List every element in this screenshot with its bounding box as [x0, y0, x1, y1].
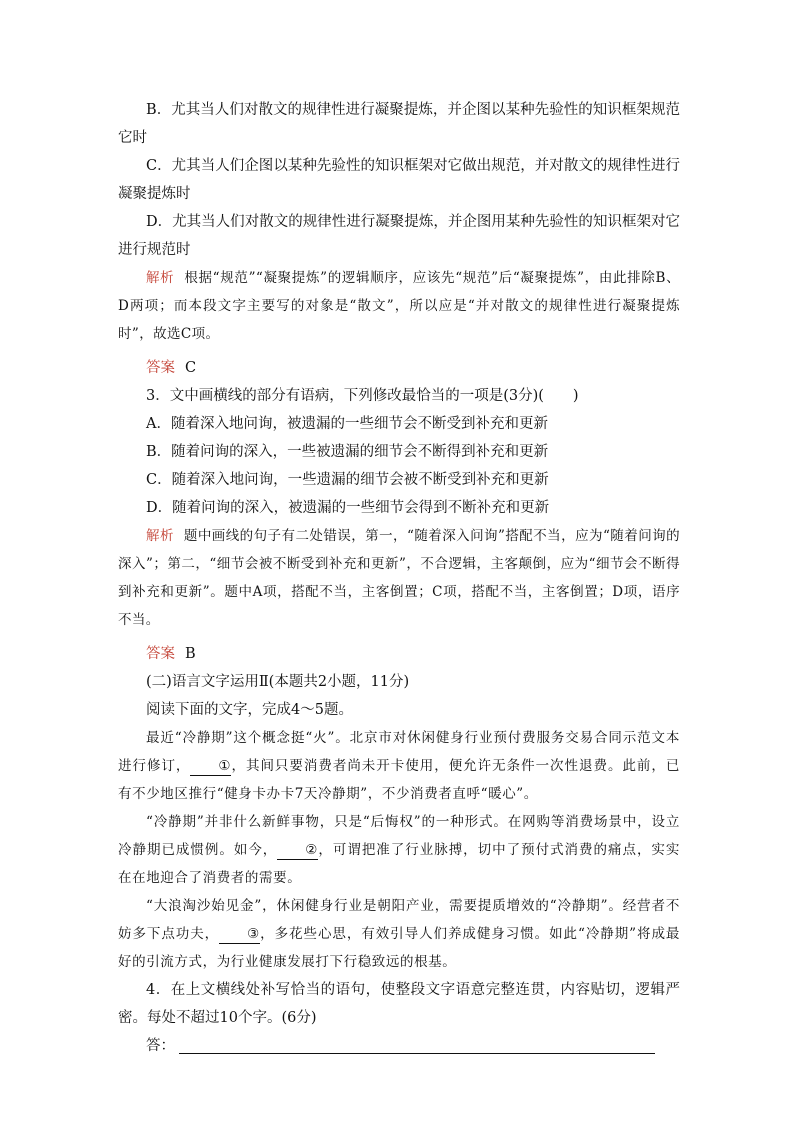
analysis-text: 根据“规范”“凝聚提炼”的逻辑顺序，应该先“规范”后“凝聚提炼”，由此排除B、D两项；而本段文字主要写的对象是“散文”，所以应是“并对散文的规律性进行凝聚提炼时”，故选C项。: [118, 270, 680, 342]
para-text: “大浪淘沙始见金”，休闲健身行业是朝阳产业，需要提质增效的“冷静期”。经营者不妨多下点功夫，: [118, 898, 680, 942]
answer-value: C: [185, 360, 197, 376]
blank-3: ③: [219, 925, 260, 944]
reading-paragraph-1: [118, 724, 680, 808]
answer-underline[interactable]: [179, 1053, 655, 1054]
question-4: 4．在上文横线处补写恰当的语句，使整段文字语意完整连贯，内容贴切，逻辑严密。每处不超过10个字。(6分): [118, 982, 680, 1026]
reading-instruction: 阅读下面的文字，完成4～5题。: [146, 702, 353, 718]
para-text: ，其间只要消费者尚未开卡使用，便允许无条件一次性退费。此前，已有不少地区推行“健身卡办卡7天冷静期”，不少消费者直呼“暖心”。: [118, 758, 680, 802]
blank-1: ①: [190, 757, 231, 776]
analysis-label: 解析: [146, 528, 174, 544]
analysis-text: 题中画线的句子有二处错误，第一，“随着深入问询”搭配不当，应为“随着问询的深入”；第二，“细节会被不断受到补充和更新”，不合逻辑，主客颠倒，应为“细节会不断得到补充和更新”。题中A项，搭配不当，主客倒置；C项，搭配不当，主客倒置；D项，语序不当。: [118, 528, 680, 628]
analysis-label: 解析: [146, 270, 175, 286]
answer-line: [118, 1032, 680, 1060]
q3-option-c: C．随着深入地问询，一些遗漏的细节会被不断受到补充和更新: [146, 472, 549, 488]
q3-option-d: D．随着问询的深入，被遗漏的一些细节会得到不断补充和更新: [146, 500, 550, 516]
reading-paragraph-2: [118, 808, 680, 892]
q3-option-a: A．随着深入地问询，被遗漏的一些细节会不断受到补充和更新: [146, 416, 548, 432]
option-c: C．尤其当人们企图以某种先验性的知识框架对它做出规范，并对散文的规律性进行凝聚提炼时: [118, 158, 680, 202]
answer-value: B: [185, 646, 196, 662]
answer-label: 答案: [146, 360, 175, 376]
answer-label: 答案: [146, 646, 175, 662]
analysis-block-2: [118, 264, 680, 348]
option-d: D．尤其当人们对散文的规律性进行凝聚提炼，并企图用某种先验性的知识框架对它进行规范时: [118, 214, 680, 258]
reading-paragraph-3: [118, 892, 680, 976]
answer-block-2: [118, 354, 680, 382]
section-heading: (二)语言文字运用Ⅱ(本题共2小题，11分): [146, 674, 410, 690]
analysis-block-3: [118, 522, 680, 634]
answer-block-3: [118, 640, 680, 668]
para-text: 最近“冷静期”这个概念挺“火”。北京市对休闲健身行业预付费服务交易合同示范文本进行修订，: [118, 730, 680, 774]
para-text: “冷静期”并非什么新鲜事物，只是“后悔权”的一种形式。在网购等消费场景中，设立冷静期已成惯例。如今，: [118, 814, 680, 858]
answer-prompt: 答：: [146, 1038, 175, 1054]
para-text: ，可谓把准了行业脉搏，切中了预付式消费的痛点，实实在在地迎合了消费者的需要。: [118, 842, 681, 886]
q3-option-b: B．随着问询的深入，一些被遗漏的细节会不断得到补充和更新: [146, 444, 549, 460]
option-b: B．尤其当人们对散文的规律性进行凝聚提炼，并企图以某种先验性的知识框架规范它时: [118, 102, 680, 146]
document-content: [118, 96, 680, 1060]
para-text: ，多花些心思，有效引导人们养成健身习惯。如此“冷静期”将成最好的引流方式，为行业健康发展打下行稳致远的根基。: [118, 926, 680, 970]
question-3: 3．文中画横线的部分有语病，下列修改最恰当的一项是(3分)( ): [146, 388, 579, 404]
blank-2: ②: [277, 841, 318, 860]
